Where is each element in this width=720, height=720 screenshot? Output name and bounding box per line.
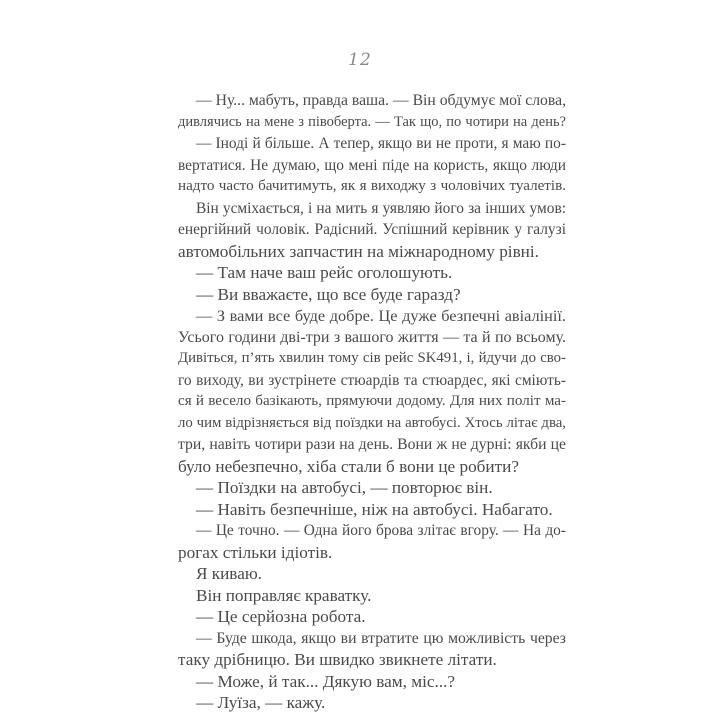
text-line: Я киваю. [196, 564, 262, 583]
text-line: дивлячись на мене з півоберта. — Так що, по чотири на день? [178, 113, 566, 130]
text-line: надто часто бачитимуть, як я виходжу з чоловічих туалетів. [178, 178, 566, 194]
text-line: — Луїза, — кажу. [196, 693, 326, 712]
text-line: ло чим відрізняється від поїздки на автобусі. Хтось літає два, [178, 414, 566, 431]
text-line: автомобільних запчастин на міжнародному рівні. [178, 241, 539, 261]
text-line: Він поправляє краватку. [196, 585, 372, 605]
text-line: — Іноді й більше. А тепер, якщо ви не проти, я маю по- [196, 135, 566, 152]
text-line: Усього години дві-три з вашого життя — та й по всьому. [178, 328, 566, 346]
text-line: — Буде шкода, якщо ви втратите цю можливість через [196, 629, 566, 647]
text-line: таку дрібницю. Ви швидко звикнете літати. [178, 650, 497, 669]
text-line: ся й весело базікають, прямуючи додому. Для них політ ма- [178, 393, 566, 409]
text-line: — Там наче ваш рейс оголошують. [196, 263, 453, 282]
text-line: — Навіть безпечніше, ніж на автобусі. Набагато. [196, 499, 553, 519]
text-line: енергійний чоловік. Радісний. Успішний керівник у галузі [178, 221, 566, 238]
text-line: три, навіть чотири рази на день. Вони ж не дурні: якби це [178, 436, 566, 453]
text-line: — Ну... мабуть, правда ваша. — Він обдумує мої слова, [196, 92, 566, 109]
text-line: Він усміхається, і на мить я уявляю його за інших умов: [196, 199, 566, 217]
body-text [178, 90, 566, 714]
text-line: було небезпечно, хіба стали б вони це робити? [178, 456, 519, 476]
text-line: — З вами все буде добре. Це дуже безпечні авіалінії. [196, 306, 566, 325]
text-line: — Може, й так... Дякую вам, міс...? [196, 671, 456, 691]
text-line: вертатися. Не думаю, що мені піде на користь, якщо люди [178, 156, 566, 174]
text-line: го виходу, ви зустрінете стюардів та стюардес, які сміють- [178, 371, 566, 389]
text-line: — Це серйозна робота. [196, 607, 366, 626]
page-number: 12 [348, 50, 372, 70]
text-line: рогах стільки ідіотів. [178, 542, 333, 562]
text-line: — Це точно. — Одна його брова злітає вгору. — На до- [196, 522, 566, 539]
text-line: — Ви вважаєте, що все буде гаразд? [196, 284, 461, 304]
text-line: — Поїздки на автобусі, — повторює він. [196, 478, 493, 497]
text-line: Дивіться, п’ять хвилин тому сів рейс SK491, і, йдучи до сво- [178, 350, 566, 366]
